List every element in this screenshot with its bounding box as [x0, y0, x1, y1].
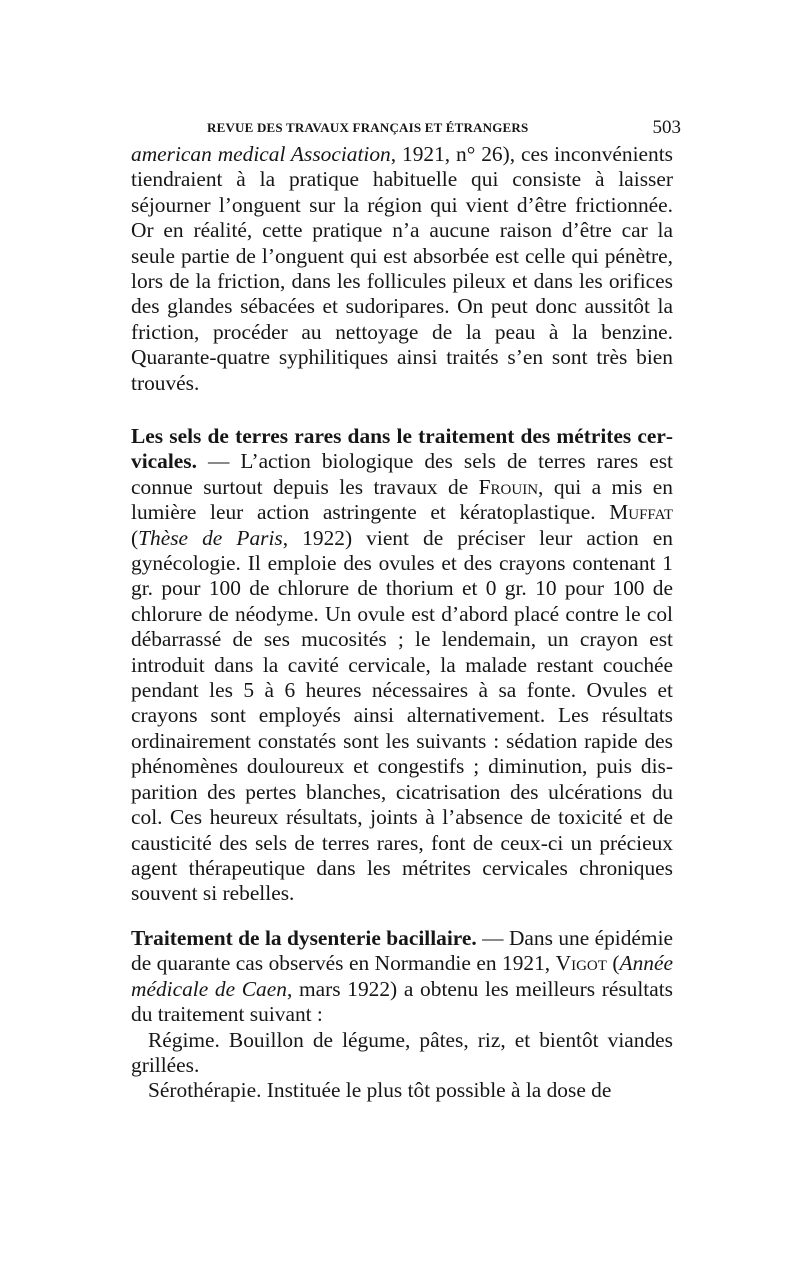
section2-text-1: — Dans une épidémie de quarante cas observés en Normandie en 1921, — [131, 926, 674, 976]
section-heading-terres-rares: Les sels de terres rares dans le traitement des métrites cervicales. — [131, 424, 673, 474]
author-vigot: Vigot — [555, 951, 607, 976]
paragraph-regime: Régime. Bouillon de légume, pâtes, riz, et bientôt viandes grillées. — [131, 1027, 673, 1078]
author-muffat: Muffat — [609, 500, 673, 525]
section1-text-2: , qui a mis en lumière leur action astringente et kératoplastique. — [131, 474, 673, 525]
paragraph-3 — [131, 926, 673, 1028]
section-heading-dysenterie: Traitement de la dysenterie bacillaire. — [131, 926, 477, 950]
citation-these: Thèse de Paris — [138, 525, 283, 550]
journal-name: american medical Association — [131, 142, 391, 166]
paragraph-1-text: , 1921, n° 26), ces inconvénients tiendraient à la pratique habituelle qui consiste à laisser séjourner l’onguent sur la région qui vient d’être frictionnée. Or en réalité, cette pratique n’a aucune raison d’être car la seule partie de l’onguent qui est absorbée est celle qui pénètre, lors de la friction, dans les follicules pileux et dans les orifices des glandes sébacées et sudoripares. On peut donc aussitôt la friction, procéder au nettoyage de la peau à la benzine. Quarante-quatre syphilitiques ainsi traités s’en sont très bien trouvés. — [131, 142, 673, 395]
section1-text-3: ( — [131, 525, 139, 550]
paragraph-2 — [131, 424, 673, 907]
paragraph-1 — [131, 142, 673, 396]
author-frouin: Frouin — [478, 474, 539, 499]
running-title: REVUE DES TRAVAUX FRANÇAIS ET ÉTRANGERS — [207, 120, 529, 135]
section2-text-3: , mars 1922) a obtenu les meilleurs résultats du traitement suivant : — [131, 976, 674, 1027]
section-terres-rares — [131, 424, 673, 907]
paragraph-serotherapie: Sérothérapie. Instituée le plus tôt possible à la dose de — [148, 1078, 612, 1103]
citation-annee-medicale: Année médicale de Caen — [131, 951, 673, 1001]
paragraph-onguent — [131, 142, 673, 396]
section2-text-2: ( — [606, 951, 620, 976]
page-number: 503 — [652, 117, 681, 138]
section1-text-1: — L’action biologique des sels de terres rares est connue surtout depuis les travaux de — [131, 449, 673, 499]
section1-text-4: , 1922) vient de préciser leur action en gynécologie. Il emploie des ovules et des crayons contenant 1 gr. pour 100 de chlorure de thorium et 0 gr. 10 pour 100 de chlorure de néodyme. Un ovule est d’abord placé contre le col débarrassé de ses mucosités ; le lendemain, un crayon est introduit dans la cavité cervicale, la malade restant couchée pendant les 5 à 6 heures nécessaires à sa fonte. Ovules et crayons sont employés ainsi alternativement. Les résultats ordinairement constatés sont les suivants : sédation rapide des phénomènes douloureux et congestifs ; diminution, puis disparition des pertes blanches, cicatrisation des ulcérations du col. Ces heureux résultats, joints à l’absence de toxicité et de causticité des sels de terres rares, font de ceux-ci un précieux agent thérapeutique dans les métrites cervicales chroniques souvent si rebelles. — [131, 525, 673, 906]
section-dysenterie — [131, 926, 673, 1104]
running-head — [131, 118, 681, 140]
